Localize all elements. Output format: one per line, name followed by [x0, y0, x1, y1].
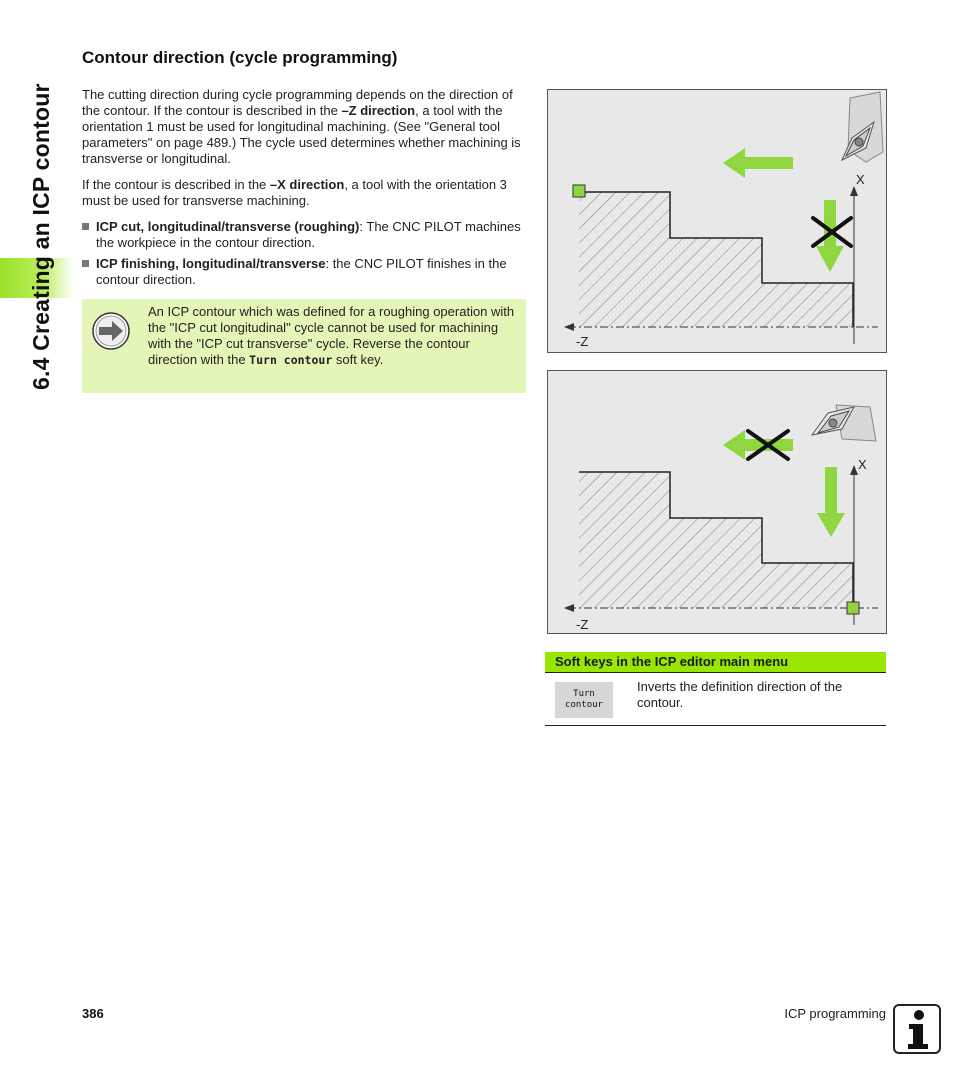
figure-contour-z-direction	[547, 89, 887, 353]
bullet-desc: : the CNC PILOT finishes in the contour direction.	[96, 256, 507, 287]
x-axis-label: X	[858, 457, 867, 472]
workpiece-hatch	[579, 192, 854, 328]
arrow-down-icon	[817, 467, 845, 537]
paragraph-x-direction	[82, 177, 527, 209]
note-box	[82, 299, 526, 393]
bullet-roughing	[82, 219, 527, 251]
bullet-desc: : The CNC PILOT machines the workpiece in the contour direction.	[96, 219, 521, 250]
paragraph-text: The cutting direction during cycle programming depends on the direction of the contour. If the contour is described in the	[82, 87, 513, 118]
bullet-term: ICP finishing, longitudinal/transverse	[96, 256, 326, 271]
x-axis-arrowhead	[850, 186, 858, 196]
bullet-marker	[82, 260, 89, 267]
x-axis-label: X	[856, 172, 865, 187]
section-heading: Contour direction (cycle programming)	[82, 48, 398, 67]
emphasis-x-direction: –X direction	[269, 177, 345, 192]
softkey-inline-name: Turn contour	[249, 353, 333, 367]
z-axis-arrowhead	[564, 323, 574, 331]
paragraph-text: , a tool with the orientation 3 must be used for transverse machining.	[82, 177, 507, 208]
page-number: 386	[82, 1006, 104, 1021]
bullet-text	[96, 256, 527, 288]
paragraph-text: , a tool with the orientation 1 must be used for longitudinal machining. (See "General tool parameters" on page 489.) The cycle used determines whether machining is transverse or longitudinal.	[82, 103, 521, 166]
arrow-left-icon	[723, 148, 793, 178]
chapter-side-title: 6.4 Creating an ICP contour	[28, 83, 54, 390]
contour-start-marker	[847, 602, 859, 614]
turn-contour-softkey[interactable]: Turn contour	[555, 682, 613, 718]
arrow-right-icon	[92, 312, 130, 350]
note-text-a: An ICP contour which was defined for a roughing operation with the "ICP cut longitudinal" cycle cannot be used for machining with the "ICP cut transverse" cycle. Reverse the contour direction with the	[148, 304, 515, 367]
table-row	[545, 673, 886, 726]
softkey-description: Inverts the definition direction of the contour.	[637, 679, 843, 710]
x-axis-arrowhead	[850, 465, 858, 475]
emphasis-z-direction: –Z direction	[341, 103, 416, 118]
tool-insert-icon	[842, 92, 883, 162]
paragraph-text: If the contour is described in the	[82, 177, 270, 192]
note-text	[148, 304, 518, 368]
bullet-text	[96, 219, 527, 251]
bullet-marker	[82, 223, 89, 230]
tool-insert-icon	[812, 405, 876, 441]
z-axis-label: -Z	[576, 617, 589, 632]
workpiece-hatch	[579, 472, 854, 609]
contour-start-marker	[573, 185, 585, 197]
bullet-term: ICP cut, longitudinal/transverse (roughing)	[96, 219, 360, 234]
note-text-b: soft key.	[332, 352, 384, 367]
z-axis-label: -Z	[576, 334, 589, 349]
paragraph-z-direction	[82, 87, 527, 167]
z-axis-arrowhead	[564, 604, 574, 612]
info-icon	[893, 1004, 941, 1054]
figure-contour-x-direction	[547, 370, 887, 634]
chapter-footer: ICP programming	[784, 1006, 886, 1021]
softkey-table-header: Soft keys in the ICP editor main menu	[545, 652, 886, 673]
bullet-finishing	[82, 256, 527, 288]
softkey-table	[545, 652, 886, 726]
